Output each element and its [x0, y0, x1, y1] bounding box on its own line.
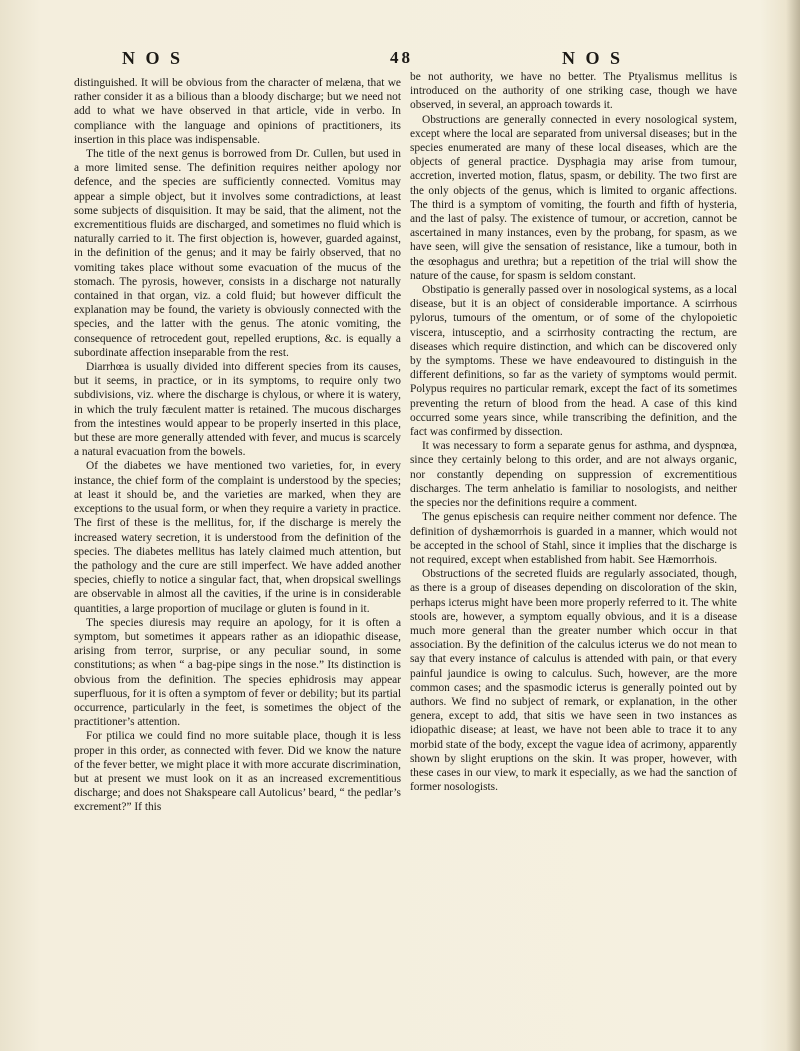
paragraph: Obstructions are generally connected in every nosological system, except where the local are separated from universal diseases; but in the species enumerated are many of these local diseases, which are the objects of general practice. Dysphagia may arise from tumour, accretion, inverted motion, flatus, spasm, or debility. The two first are the only objects of the genus, which is limited to organic affections. The third is a symptom of vomiting, the fourth and fifth of hysteria, and the last of palsy. The existence of tumour, or accretion, cannot be ascertained in many instances, even by the probang, for spasm, as we have seen, will give the sensation of resistance, like a tumour, both in the œsophagus and urethra; but a repetition of the trial will show the nature of the cause, for spasm is seldom constant. — [410, 113, 737, 282]
running-header — [0, 48, 800, 72]
paragraph: The species diuresis may require an apology, for it is often a symptom, but sometimes it appears rather as an idiopathic disease, arising from terror, surprise, or any peculiar sound, in some constitutions; as when “ a bag-pipe sings in the nose.” Its distinction is obvious from the definition. The species ephidrosis may appear superfluous, for it is often a symptom of fever or debility; but its partial occurrence, particularly in the feet, is sometimes the object of the practitioner’s attention. — [74, 616, 401, 729]
paragraph: For ptilica we could find no more suitable place, though it is less proper in this order, as connected with fever. Did we know the nature of the fever better, we might place it with more accurate discrimination, but at present we must look on it as an increased excrementitious discharge; and does not Shakspeare call Autolicus’ beard, “ the pedlar’s excrement?” If this — [74, 730, 401, 814]
paragraph: Obstructions of the secreted fluids are regularly associated, though, as there is a group of diseases depending on discoloration of the skin, perhaps icterus might have been more properly referred to it. The white stools are, however, a symptom equally obvious, and it is a disease much more general than the greater number which occur in that association. By the definition of the calculus icterus we do not mean to say that every instance of calculus is attended with pain, or that every painful jaundice is owing to calculus. Such, however, are the more common cases; and the spasmodic icterus is generally pointed out by authors. We find no subject of remark, or explanation, in the other genera, except to add, that sitis we have seen in two instances as idiopathic disease; at least, we have not been able to trace it to any morbid state of the body, except the vague idea of acrimony, apparently shown by slight eruptions on the skin. It was proper, however, with these cases in our view, to mark it especially, as we had the sanction of former nosologists. — [410, 568, 737, 794]
paragraph: Of the diabetes we have mentioned two varieties, for, in every instance, the chief form of the complaint is understood by the species; at least it should be, and the varieties are marked, when they are exceptions to the usual form, or when they require a variety in practice. The first of these is the mellitus, for, if the discharge is merely the increased watery secretion, it is understood from the definition of the species. The diabetes mellitus has lately claimed much attention, but the pathology and the cure are still imperfect. We have added another species, chiefly to notice a singular fact, that, when dropsical swellings are observable in almost all the cavities, if the urine is in considerable quantities, a large proportion of mucilage or gluten is found in it. — [74, 460, 401, 615]
header-left-word: N O S — [122, 48, 184, 68]
page-number: 48 — [390, 48, 413, 67]
paragraph: It was necessary to form a separate genus for asthma, and dyspnœa, since they certainly belong to this order, and are not always organic, nor constantly depending on suppression of excrementitious discharges. The term anhelatio is familiar to nosologists, and neither the species nor the definitions require a comment. — [410, 440, 737, 510]
page-edge-shadow — [786, 0, 800, 1051]
paragraph: The title of the next genus is borrowed from Dr. Cullen, but used in a more limited sense. The definition requires neither apology nor defence, and the species are sufficiently connected. Vomitus may appear a simple object, but it involves some contradictions, at least some subjects of disquisition. It may be said, that the aliment, not the excrementitious fluids are discharged, and sometimes no fluid which is naturally carried to it. The first objection is, however, guarded against, in the definition of the genus; and it may be fairly observed, that no vomiting takes place without some evacuation of the mucus of the stomach. The pyrosis, however, consists in a discharge not naturally contained in that organ, viz. a cold fluid; but however difficult the explanation may be found, the variety is obviously connected with the species, and the latter with the genus. The atonic vomiting, the consequence of retrocedent gout, repelled eruptions, &c. is equally a subordinate affection inseparable from the rest. — [74, 148, 401, 359]
paragraph: Obstipatio is generally passed over in nosological systems, as a local disease, but it is an object of considerable importance. A scirrhous pylorus, tumours of the omentum, or of some of the chylopoietic viscera, intusceptio, and a scirrhosity contracting the rectum, are diseases which require distinction, and which can be discovered only by the symptoms. These we have endeavoured to distinguish in the different definitions, so far as the variety of symptoms would permit. Polypus requires no particular remark, except the fact of its sometimes preventing the return of blood from the head. A case of this kind occurred some years since, while transcribing the definition, and the fact was confirmed by dissection. — [410, 284, 737, 439]
left-column — [74, 76, 401, 815]
paragraph: The genus epischesis can require neither comment nor defence. The definition of dyshæmorrhois is guarded in a manner, which would not be accepted in the school of Stahl, since it implies that the discharge is not required, except when established from habit. See Hæmorrhois. — [410, 511, 737, 566]
paragraph: be not authority, we have no better. The Ptyalismus mellitus is introduced on the authority of one striking case, though we have observed, in several, an approach towards it. — [410, 71, 737, 112]
paragraph: distinguished. It will be obvious from the character of melæna, that we rather consider it as a bilious than a bloody discharge; but we need not add to what we have observed in that article, vide in verbo. In compliance with the language and opinions of practitioners, its insertion in this place was indispensable. — [74, 77, 401, 146]
header-right-word: N O S — [562, 48, 624, 68]
right-column — [410, 70, 737, 794]
paragraph: Diarrhœa is usually divided into different species from its causes, but it seems, in practice, or in its symptoms, to require only two subdivisions, viz. where the discharge is chylous, or where it is watery, in which the truly fæculent matter is retained. The mucous discharges from the intestines would appear to be properly inserted in this place, but these are more generally attended with fever, and mucus is scarcely a natural evacuation from the bowels. — [74, 361, 401, 459]
